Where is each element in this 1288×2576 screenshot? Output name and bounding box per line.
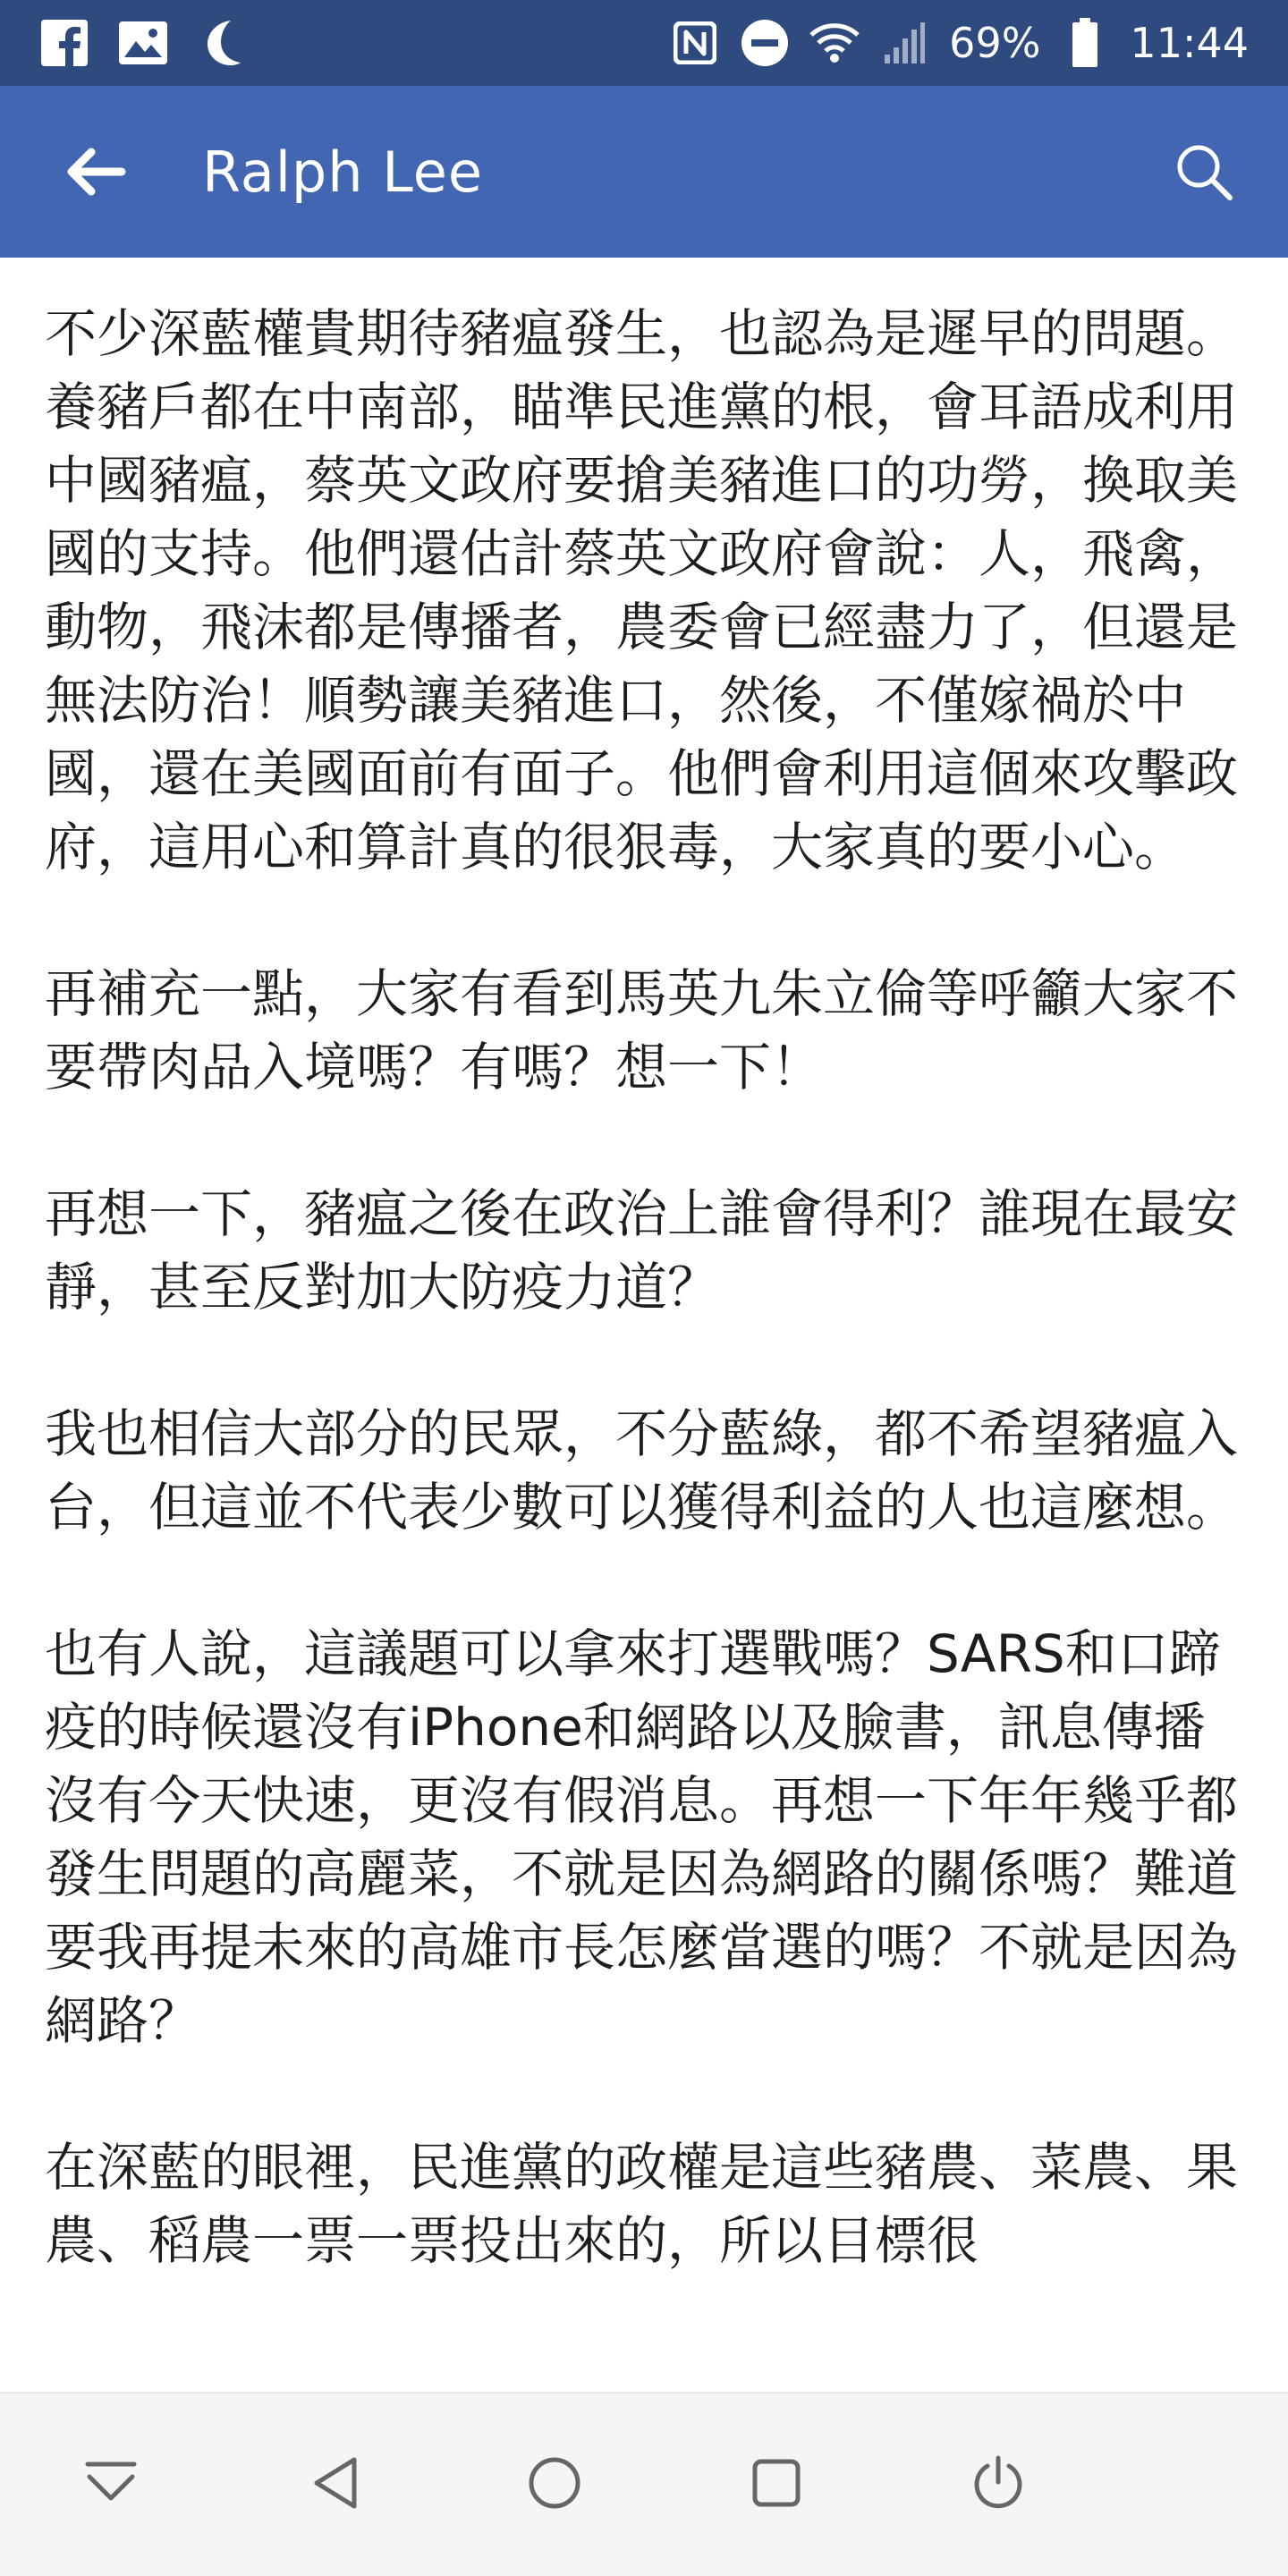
back-arrow-icon [63,145,127,202]
wifi-icon [809,18,860,68]
recent-apps-button[interactable] [730,2438,823,2531]
power-icon [971,2455,1025,2514]
chevron-down-icon [84,2461,138,2509]
post-paragraph-4: 我也相信大部分的民眾，不分藍綠，都不希望豬瘟入台，但這並不代表少數可以獲得利益的人也這麼想。 [45,1403,1239,1538]
post-paragraph-5: 也有人說，這議題可以拿來打選戰嗎？SARS和口蹄疫的時候還沒有iPhone和網路以及臉書，訊息傳播沒有今天快速，更沒有假消息。再想一下年年幾乎都發生問題的高麗菜，不就是因為網路的關係嗎？難道要我再提未來的高雄市長怎麼當選的嗎？不就是因為網路？ [45,1623,1239,2051]
status-bar [0,0,1288,86]
post-paragraph-6: 在深藍的眼裡，民進黨的政權是這些豬農、菜農、果農、稻農一票一票投出來的，所以目標很 [45,2137,1239,2271]
power-button[interactable] [952,2438,1045,2531]
battery-icon [1060,18,1110,68]
home-button[interactable] [508,2438,601,2531]
moon-icon [197,18,247,68]
search-button[interactable] [1161,131,1247,216]
gallery-icon [118,18,168,68]
do-not-disturb-icon [740,18,790,68]
page-title: Ralph Lee [202,139,484,205]
triangle-back-icon [309,2455,360,2514]
app-bar [0,86,1288,258]
nfc-icon [670,18,720,68]
notification-panel-button[interactable] [64,2438,157,2531]
post-paragraph-3: 再想一下，豬瘟之後在政治上誰會得利？誰現在最安靜，甚至反對加大防疫力道？ [45,1183,1239,1318]
facebook-icon [39,18,89,68]
search-icon [1174,142,1233,205]
circle-home-icon [528,2456,581,2513]
battery-percent: 69% [949,19,1041,67]
post-body [0,258,1288,2392]
navigation-bar [0,2392,1288,2576]
post-paragraph-2: 再補充一點，大家有看到馬英九朱立倫等呼籲大家不要帶肉品入境嗎？有嗎？想一下！ [45,963,1239,1097]
post-paragraph-1: 不少深藍權貴期待豬瘟發生，也認為是遲早的問題。養豬戶都在中南部，瞄準民進黨的根，會耳語成利用中國豬瘟，蔡英文政府要搶美豬進口的功勞，換取美國的支持。他們還估計蔡英文政府會說：人，飛禽，動物，飛沫都是傳播者，農委會已經盡力了，但還是無法防治！順勢讓美豬進口，然後，不僅嫁禍於中國，還在美國面前有面子。他們會利用這個來攻擊政府，這用心和算計真的很狠毒，大家真的要小心。 [45,303,1239,877]
clock: 11:44 [1130,19,1249,67]
nav-back-button[interactable] [288,2438,381,2531]
signal-icon [879,18,929,68]
status-bar-right [670,0,1249,86]
square-recents-icon [751,2458,801,2512]
status-bar-left [39,0,275,86]
back-button[interactable] [52,131,138,216]
